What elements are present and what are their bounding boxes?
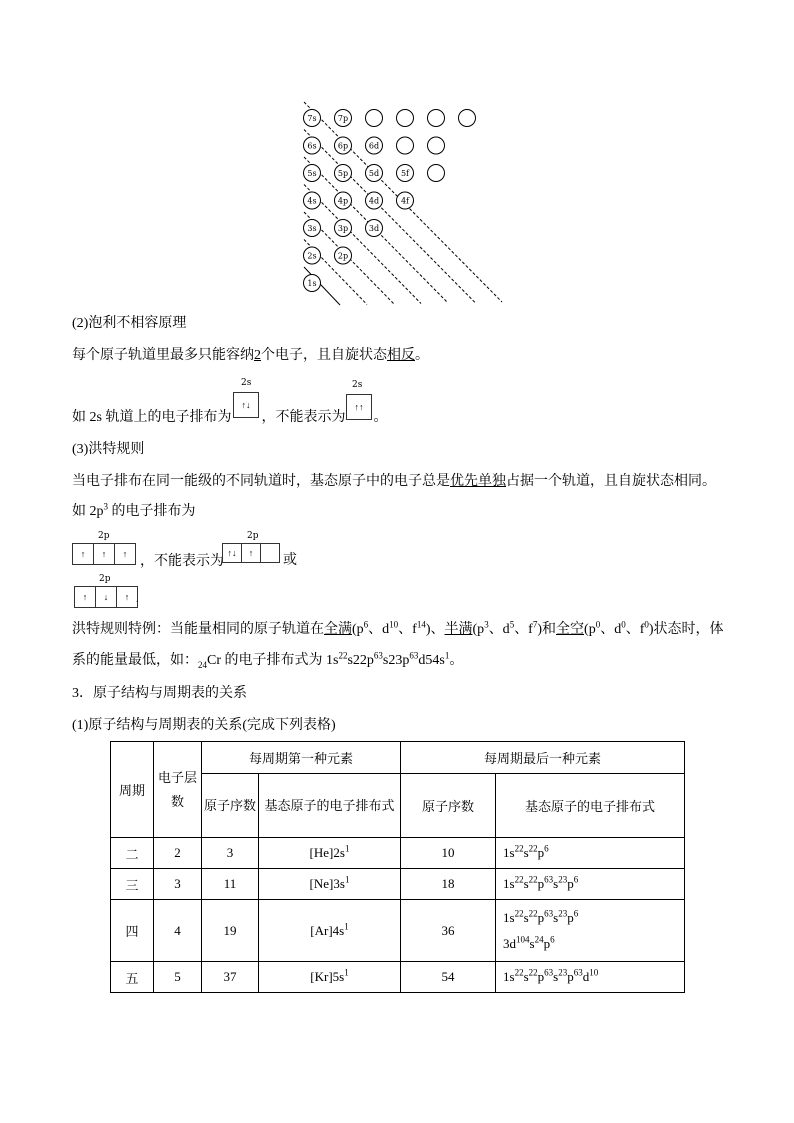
table-row	[111, 900, 685, 962]
cell-last-no: 18	[401, 869, 496, 900]
cell-period: 二	[111, 838, 154, 869]
orbital-empty	[397, 110, 414, 127]
header-last-element: 每周期最后一种元素	[401, 742, 685, 774]
cell-first-cfg: $[Kr]5s^1$	[259, 962, 401, 993]
header-last-config: 基态原子的电子排布式	[496, 774, 685, 838]
orbital-box-2p-correct	[72, 543, 136, 565]
orbital-label: 2s	[307, 251, 317, 261]
table-row	[111, 869, 685, 900]
header-first-atomic-no: 原子序数	[202, 774, 259, 838]
orbital-label: 6s	[307, 141, 317, 151]
cell-last-cfg: $1s^{22}s^{22}p^{63}s^{23}p^6$ $3d^{104}s^{24}p^6$	[496, 900, 685, 962]
orbital-label: 6d	[368, 141, 380, 151]
orbital-label: 4p	[337, 196, 349, 206]
orbital-empty	[428, 137, 445, 154]
cell-first-no: 19	[202, 900, 259, 962]
orbital-cell: ↑↑	[354, 402, 364, 412]
orbital-cell: ↑	[94, 544, 115, 564]
cell-layers: 4	[154, 900, 202, 962]
cell-layers: 2	[154, 838, 202, 869]
orbital-empty	[397, 137, 414, 154]
cell-last-cfg: $1s^{22}s^{22}p^{63}s^{23}p^6$	[496, 869, 685, 900]
orbital-cell: ↑	[75, 587, 96, 607]
orbital-label: 3p	[337, 224, 349, 233]
header-layers: 电子层数	[154, 742, 202, 838]
section3-subtitle: (1)原子结构与周期表的关系(完成下列表格)	[72, 718, 336, 733]
orbital-cell: ↑	[73, 544, 94, 564]
orbital-label: 7s	[307, 114, 317, 123]
orbital-label: 5p	[337, 169, 349, 178]
orbital-label-2s-wrong: 2s	[352, 380, 363, 390]
orbital-label: 4d	[368, 196, 380, 206]
hund-end-dot: .	[136, 594, 139, 605]
orbital-empty	[459, 110, 476, 127]
hund-rule-text: 当电子排布在同一能级的不同轨道时，基态原子中的电子总是优先单独占据一个轨道，且自旋状态相同。	[72, 474, 716, 489]
orbital-label: 4s	[307, 196, 317, 206]
orbital-label: 5f	[400, 169, 410, 178]
table-row	[111, 962, 685, 993]
pauli-heading: (2)泡利不相容原理	[72, 316, 187, 331]
orbital-box-2p-wrong1	[222, 543, 280, 563]
header-period: 周期	[111, 742, 154, 838]
diagonal-arrow	[304, 130, 475, 303]
hund-or-text: 或	[283, 553, 297, 568]
orbital-cell: ↑↓	[223, 544, 242, 562]
orbital-empty	[366, 110, 383, 127]
orbital-cell: ↓	[96, 587, 117, 607]
orbital-label: 4f	[400, 196, 410, 206]
section3-title: 3．原子结构与周期表的关系	[72, 686, 247, 701]
orbital-label: 6p	[337, 141, 349, 151]
orbital-box-2p-wrong2	[74, 586, 138, 608]
orbital-label-2p-wrong: 2p	[247, 531, 259, 541]
header-first-config: 基态原子的电子排布式	[259, 774, 401, 838]
header-first-element: 每周期第一种元素	[202, 742, 401, 774]
cell-last-no: 36	[401, 900, 496, 962]
hund-example-text: 如 $2p^3$ 的电子排布为	[72, 501, 196, 519]
cell-first-cfg: $[He]2s^1$	[259, 838, 401, 869]
orbital-label: 3s	[307, 224, 317, 233]
orbital-filling-diagram	[280, 96, 520, 306]
cell-last-cfg: $1s^{22}s^{22}p^6$	[496, 838, 685, 869]
pauli-rule-text: 每个原子轨道里最多只能容纳2个电子，且自旋状态相反。	[72, 348, 429, 363]
orbital-empty	[428, 165, 445, 182]
cell-layers: 3	[154, 869, 202, 900]
hund-mid-text: ，不能表示为	[140, 554, 224, 569]
cell-first-no: 37	[202, 962, 259, 993]
cell-first-no: 3	[202, 838, 259, 869]
orbital-cell	[261, 544, 279, 562]
cell-period: 三	[111, 869, 154, 900]
table-row	[111, 838, 685, 869]
orbital-cell: ↑↓	[241, 400, 251, 410]
cell-first-cfg: $[Ar]4s^1$	[259, 900, 401, 962]
orbital-label: 1s	[307, 279, 317, 288]
hund-heading: (3)洪特规则	[72, 442, 145, 457]
orbital-box-2s-correct	[233, 392, 259, 418]
orbital-label: 5d	[368, 169, 380, 178]
orbital-cell: ↑	[242, 544, 261, 562]
cell-last-cfg: $1s^{22}s^{22}p^{63}s^{23}p^{63}d^{10}$	[496, 962, 685, 993]
orbital-cell: ↑	[122, 549, 128, 559]
cell-period: 五	[111, 962, 154, 993]
cell-last-no: 10	[401, 838, 496, 869]
cell-period: 四	[111, 900, 154, 962]
orbital-box-2s-wrong	[346, 394, 372, 420]
hund-special-line2: 系的能量最低，如：$_{24}$Cr 的电子排布式为 $1s^{22}s22p^{63}s23p^{63}d54s^1$。	[72, 650, 464, 670]
orbital-cell: ↑	[124, 592, 130, 602]
cell-last-no: 54	[401, 962, 496, 993]
orbital-label-2p: 2p	[98, 531, 110, 541]
orbital-label: 7p	[337, 114, 349, 123]
header-last-atomic-no: 原子序数	[401, 774, 496, 838]
orbital-label-2s: 2s	[241, 378, 252, 388]
periodic-table-relation	[110, 741, 685, 993]
cell-layers: 5	[154, 962, 202, 993]
cell-first-no: 11	[202, 869, 259, 900]
hund-special-line1: 洪特规则特例：当能量相同的原子轨道在全满($p^6$、$d^{10}$、$f^{14}$)、半满($p^3$、$d^5$、$f^7$)和全空($p^0$、$d^0$、$f^0$)状态时，体	[72, 619, 724, 637]
cell-first-cfg: $[Ne]3s^1$	[259, 869, 401, 900]
orbital-label-2p-wrong2: 2p	[99, 574, 111, 584]
orbital-label: 2p	[337, 251, 349, 261]
orbital-empty	[428, 110, 445, 127]
pauli-example-text: 如 2s 轨道上的电子排布为 ，不能表示为 。	[72, 410, 388, 425]
orbital-label: 5s	[307, 169, 317, 178]
orbital-label: 3d	[368, 224, 380, 233]
